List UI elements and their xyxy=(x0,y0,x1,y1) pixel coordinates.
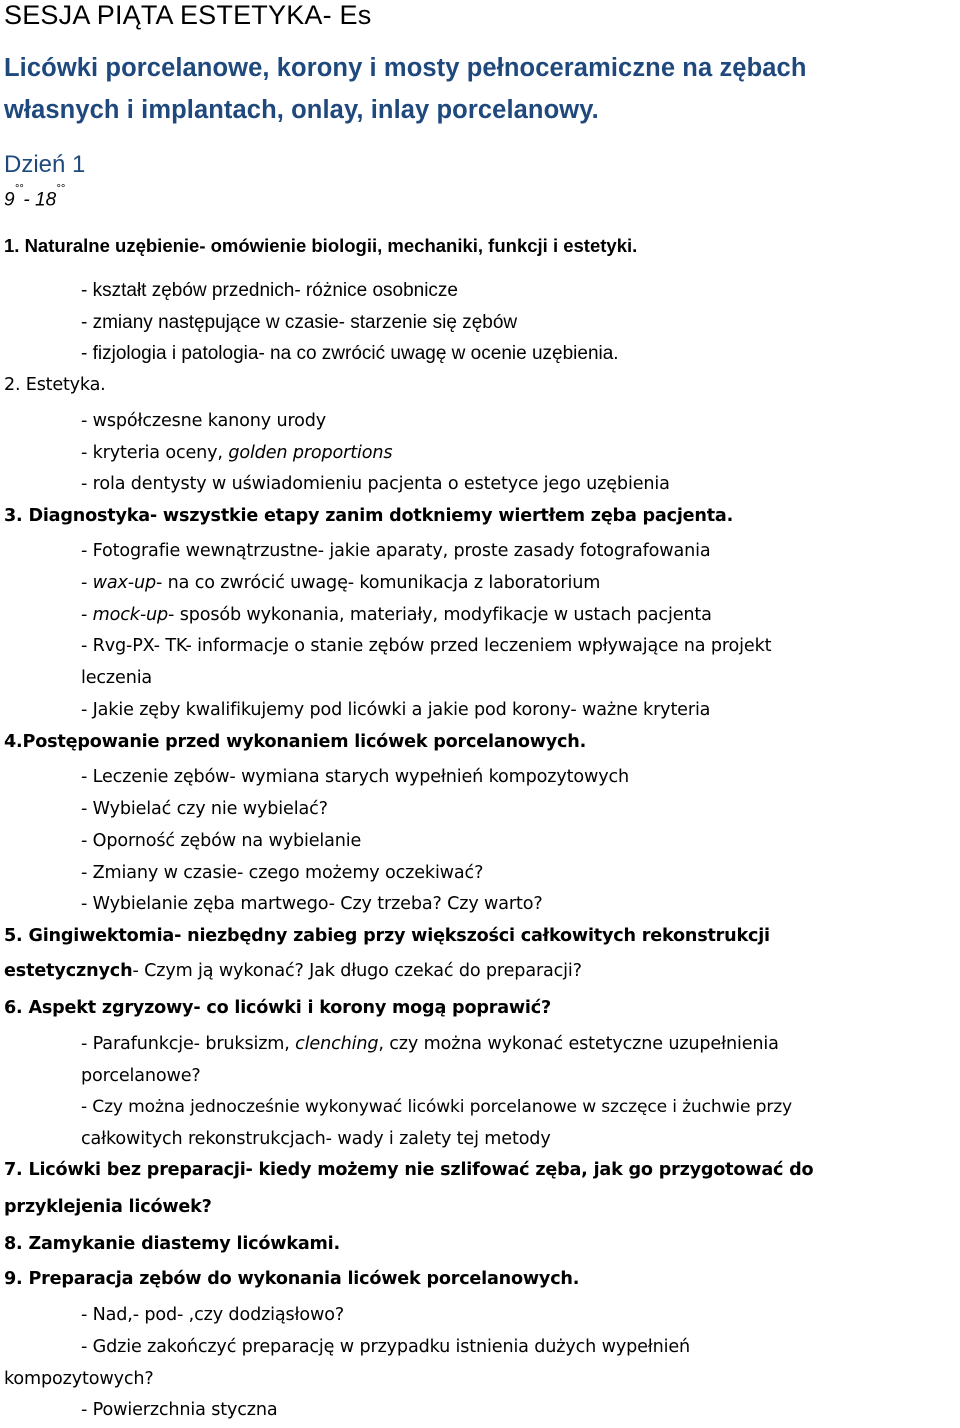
section-8-heading: 8. Zamykanie diastemy licówkami. xyxy=(4,1234,340,1254)
subtitle-line-2: własnych i implantach, onlay, inlay porcelanowy. xyxy=(4,96,599,124)
section-3-heading: 3. Diagnostyka- wszystkie etapy zanim dotkniemy wiertłem zęba pacjenta. xyxy=(4,506,734,526)
section-6-item-continued: całkowitych rekonstrukcjach- wady i zalety tej metody xyxy=(81,1129,551,1149)
day-label: Dzień 1 xyxy=(4,151,86,178)
section-5-heading: 5. Gingiwektomia- niezbędny zabieg przy większości całkowitych rekonstrukcji xyxy=(4,926,770,946)
section-1-item: - zmiany następujące w czasie- starzenie się zębów xyxy=(81,312,518,333)
section-4-item: - Wybielanie zęba martwego- Czy trzeba? Czy warto? xyxy=(81,894,543,914)
section-7-heading: 7. Licówki bez preparacji- kiedy możemy nie szlifować zęba, jak go przygotować do xyxy=(4,1160,814,1180)
section-7-heading-continued: przyklejenia licówek? xyxy=(4,1197,212,1217)
section-6-heading: 6. Aspekt zgryzowy- co licówki i korony mogą poprawić? xyxy=(4,998,551,1018)
section-3-item: - Jakie zęby kwalifikujemy pod licówki a jakie pod korony- ważne kryteria xyxy=(81,700,711,720)
section-1-item: - kształt zębów przednich- różnice osobnicze xyxy=(81,280,459,301)
section-4-item: - Zmiany w czasie- czego możemy oczekiwać? xyxy=(81,863,484,883)
section-2-item: - kryteria oceny, golden proportions xyxy=(81,443,393,463)
section-6-item: - Parafunkcje- bruksizm, clenching, czy można wykonać estetyczne uzupełnienia xyxy=(81,1034,779,1054)
section-9-item-continued: kompozytowych? xyxy=(4,1369,154,1389)
subtitle-line-1: Licówki porcelanowe, korony i mosty pełnoceramiczne na zębach xyxy=(4,54,807,82)
section-2-heading: 2. Estetyka. xyxy=(4,375,106,395)
section-3-item-continued: leczenia xyxy=(81,668,153,688)
section-9-heading: 9. Preparacja zębów do wykonania licówek porcelanowych. xyxy=(4,1269,580,1289)
document-title: SESJA PIĄTA ESTETYKA- Es xyxy=(4,0,372,30)
section-2-item: - współczesne kanony urody xyxy=(81,411,327,431)
section-3-item: - Fotografie wewnątrzustne- jakie aparaty, proste zasady fotografowania xyxy=(81,541,711,561)
section-4-item: - Oporność zębów na wybielanie xyxy=(81,831,362,851)
section-6-item-continued: porcelanowe? xyxy=(81,1066,201,1086)
section-6-item: - Czy można jednocześnie wykonywać licówki porcelanowe w szczęce i żuchwie przy xyxy=(81,1097,792,1117)
section-1-item: - fizjologia i patologia- na co zwrócić uwagę w ocenie uzębienia. xyxy=(81,343,619,364)
section-3-item: - mock-up- sposób wykonania, materiały, modyfikacje w ustach pacjenta xyxy=(81,605,712,625)
section-9-item: - Gdzie zakończyć preparację w przypadku istnienia dużych wypełnień xyxy=(81,1337,691,1357)
hours: 9°°- 18°° xyxy=(4,183,65,211)
section-1-heading: 1. Naturalne uzębienie- omówienie biologii, mechaniki, funkcji i estetyki. xyxy=(4,235,638,256)
section-5-heading-continued: estetycznych- Czym ją wykonać? Jak długo czekać do preparacji? xyxy=(4,961,582,981)
section-9-item: - Powierzchnia styczna xyxy=(81,1400,278,1420)
section-9-item: - Nad,- pod- ,czy dodziąsłowo? xyxy=(81,1305,345,1325)
section-4-item: - Wybielać czy nie wybielać? xyxy=(81,799,328,819)
section-4-item: - Leczenie zębów- wymiana starych wypełnień kompozytowych xyxy=(81,767,629,787)
section-3-item: - Rvg-PX- TK- informacje o stanie zębów przed leczeniem wpływające na projekt xyxy=(81,636,772,656)
section-4-heading: 4.Postępowanie przed wykonaniem licówek porcelanowych. xyxy=(4,732,587,752)
section-2-item: - rola dentysty w uświadomieniu pacjenta o estetyce jego uzębienia xyxy=(81,474,670,494)
section-3-item: - wax-up- na co zwrócić uwagę- komunikacja z laboratorium xyxy=(81,573,601,593)
